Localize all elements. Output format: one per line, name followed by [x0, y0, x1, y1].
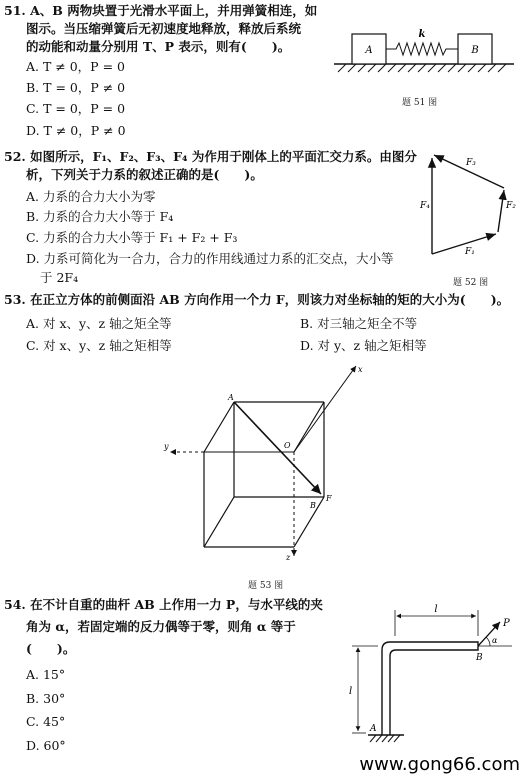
alpha-label: α	[492, 636, 498, 645]
q52-figure	[418, 148, 518, 260]
q54-option-c: C. 45°	[26, 714, 66, 729]
q52-stem-line-1: 52. 如图所示，F₁、F₂、F₃、F₄ 为作用于刚体上的平面汇交力系。由图分	[4, 149, 417, 164]
origin-label: O	[284, 441, 291, 450]
point-a-label: A	[228, 393, 234, 402]
cube-edges	[204, 402, 324, 547]
f1-label: F₁	[465, 247, 475, 257]
q53-stem: 53. 在正立方体的前侧面沿 AB 方向作用一个力 F，则该力对坐标轴的矩的大小为( )。	[4, 292, 510, 307]
force-f2-arrow	[498, 190, 504, 232]
force-p-label: P	[503, 618, 510, 629]
cube-hidden-edges	[204, 452, 294, 547]
q53-option-a: A. 对 x、y、z 轴之矩全等	[26, 316, 172, 331]
q54-option-d: D. 60°	[26, 738, 66, 753]
f4-label: F₄	[420, 201, 430, 211]
q53-figure	[160, 360, 370, 565]
q52-option-d: D. 力系可简化为一合力，合力的作用线通过力系的汇交点，大小等	[26, 251, 394, 266]
q52-option-a: A. 力系的合力大小为零	[26, 189, 156, 204]
x-axis-label: x	[358, 365, 363, 374]
q51-stem-line-3: 的动能和动量分别用 T、P 表示，则有( )。	[26, 39, 291, 54]
point-b-label: B	[310, 501, 316, 510]
z-axis-label: z	[286, 553, 291, 562]
q54-option-a: A. 15°	[26, 667, 66, 682]
force-f-arrow	[234, 402, 321, 494]
force-f-label: F	[326, 494, 332, 503]
q51-option-b: B. T = 0，P ≠ 0	[26, 80, 126, 95]
f3-label: F₃	[466, 158, 476, 168]
alpha-arc	[486, 637, 490, 646]
q54-option-b: B. 30°	[26, 691, 66, 706]
q52-option-b: B. 力系的合力大小等于 F₄	[26, 209, 174, 224]
watermark: www.gong66.com	[359, 754, 520, 775]
x-axis	[294, 366, 356, 452]
block-a-label: A	[365, 45, 373, 56]
block-b-label: B	[471, 45, 479, 56]
q51-caption: 题 51 图	[402, 98, 438, 108]
support-hatching	[370, 735, 400, 742]
q54-stem-line-3: ( )。	[26, 641, 76, 656]
force-f1-arrow	[432, 234, 496, 254]
q53-option-c: C. 对 x、y、z 轴之矩相等	[26, 338, 172, 353]
q53-option-b: B. 对三轴之矩全不等	[300, 316, 418, 331]
q54-figure	[340, 596, 520, 748]
q53-option-d: D. 对 y、z 轴之矩相等	[300, 338, 427, 353]
q54-stem-line-1: 54. 在不计自重的曲杆 AB 上作用一力 P，与水平线的夹	[4, 597, 323, 612]
f2-label: F₂	[506, 201, 516, 211]
q51-stem-line-2: 图示。当压缩弹簧后无初速度地释放，释放后系统	[26, 21, 302, 36]
point-b-label: B	[476, 653, 483, 663]
q52-option-d-continued: 于 2F₄	[40, 270, 79, 285]
q54-stem-line-2: 角为 α，若固定端的反力偶等于零，则角 α 等于	[26, 619, 296, 634]
q53-caption: 题 53 图	[248, 581, 284, 591]
length-vertical-label: l	[349, 686, 353, 697]
q52-stem-line-2: 析，下列关于力系的叙述正确的是( )。	[26, 167, 263, 182]
q52-option-c: C. 力系的合力大小等于 F₁ + F₂ + F₃	[26, 230, 238, 245]
point-a-label: A	[370, 724, 377, 734]
spring-label: k	[418, 29, 426, 40]
q51-option-d: D. T ≠ 0，P ≠ 0	[26, 123, 126, 138]
y-axis-label: y	[164, 442, 169, 451]
q51-stem-line-1: 51. A、B 两物块置于光滑水平面上，并用弹簧相连，如	[4, 3, 318, 18]
q52-caption: 题 52 图	[453, 278, 489, 288]
q51-option-c: C. T = 0，P = 0	[26, 101, 126, 116]
q51-figure	[334, 22, 524, 92]
spring	[386, 43, 458, 55]
curved-rod-ab	[382, 642, 478, 735]
length-horizontal-label: l	[434, 604, 438, 615]
q51-option-a: A. T ≠ 0，P = 0	[26, 59, 125, 74]
